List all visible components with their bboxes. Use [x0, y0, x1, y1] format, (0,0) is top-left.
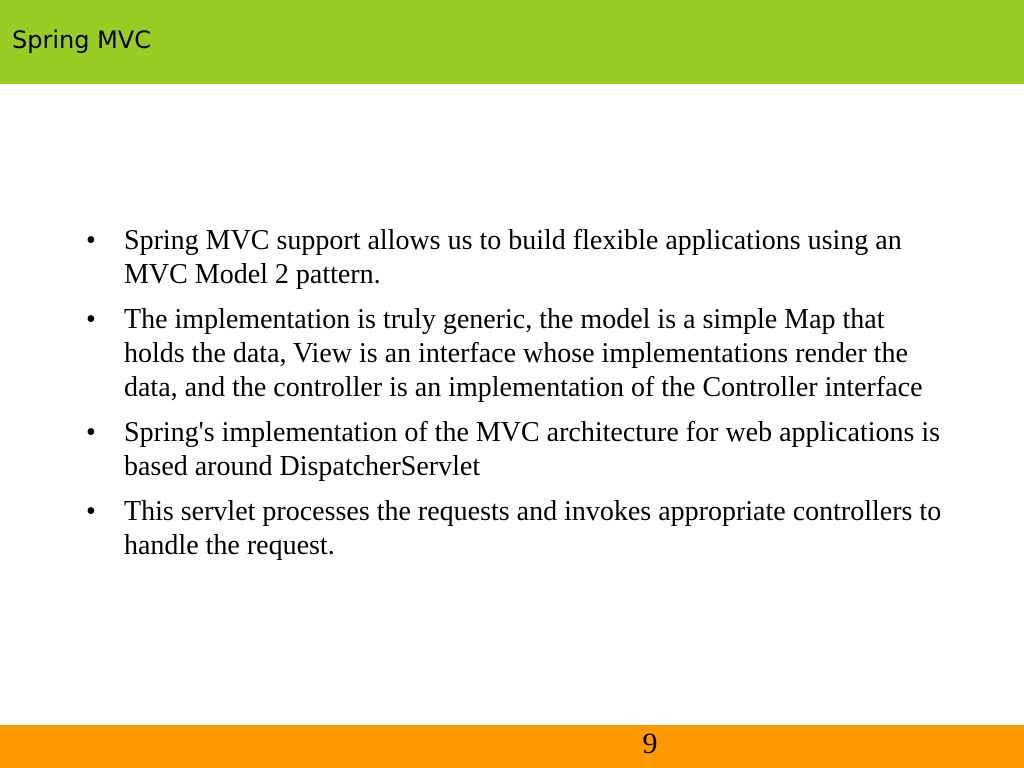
header-bar: [0, 0, 1024, 84]
slide-content: [84, 224, 944, 574]
bullet-item: [84, 416, 944, 484]
bullet-item: [84, 303, 944, 405]
bullet-icon: •: [86, 417, 96, 448]
bullet-item: [84, 224, 944, 292]
bullet-icon: •: [86, 225, 96, 256]
footer-bar: [0, 725, 1024, 768]
bullet-text: The implementation is truly generic, the model is a simple Map that holds the data, View is an interface whose implementations render the data, and the controller is an implementation of the Controller interface: [124, 304, 923, 403]
slide-title: Spring MVC: [12, 26, 151, 54]
bullet-list: [84, 224, 944, 563]
bullet-icon: •: [86, 496, 96, 527]
bullet-item: [84, 495, 944, 563]
bullet-text: Spring's implementation of the MVC architecture for web applications is based around DispatcherServlet: [124, 417, 941, 482]
page-number: 9: [642, 727, 658, 760]
bullet-text: Spring MVC support allows us to build flexible applications using an MVC Model 2 pattern.: [124, 225, 902, 290]
bullet-icon: •: [86, 304, 96, 335]
bullet-text: This servlet processes the requests and invokes appropriate controllers to handle the request.: [124, 496, 942, 561]
